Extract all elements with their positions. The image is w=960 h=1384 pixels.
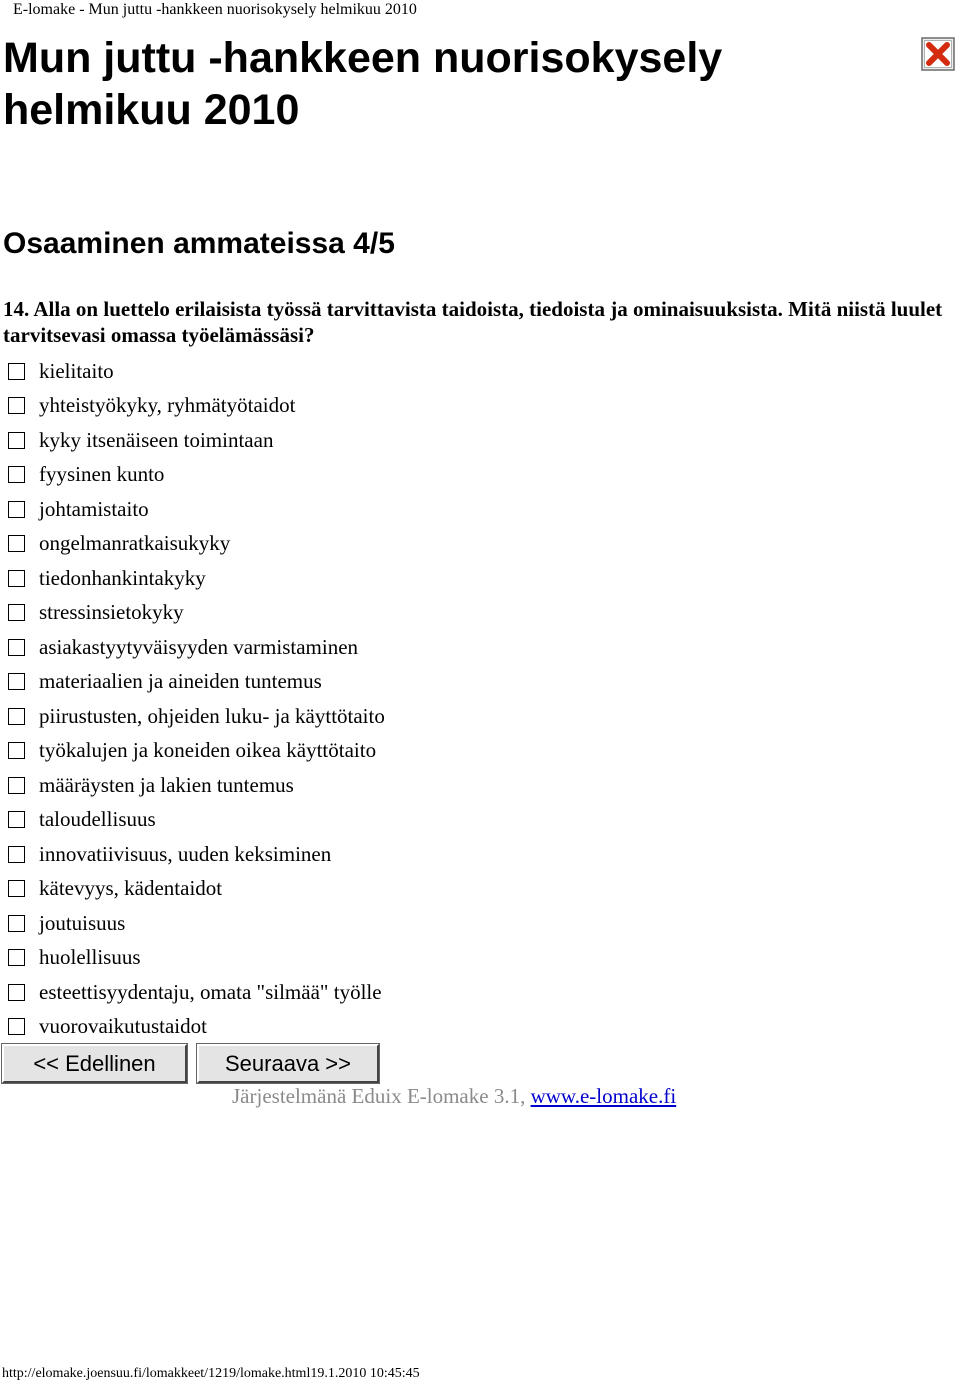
option-checkbox[interactable]	[8, 535, 25, 552]
option-item[interactable]	[8, 527, 230, 561]
section-title: Osaaminen ammateissa 4/5	[3, 227, 395, 260]
page-header-title: E-lomake - Mun juttu -hankkeen nuorisokysely helmikuu 2010	[13, 1, 417, 18]
option-item[interactable]	[8, 630, 358, 664]
option-checkbox[interactable]	[8, 846, 25, 863]
option-label: johtamistaito	[39, 496, 149, 521]
option-checkbox[interactable]	[8, 432, 25, 449]
option-label: tiedonhankintakyky	[39, 565, 206, 590]
option-item[interactable]	[8, 458, 164, 492]
close-icon[interactable]	[921, 37, 955, 71]
option-label: yhteistyökyky, ryhmätyötaidot	[39, 393, 296, 417]
option-checkbox[interactable]	[8, 363, 25, 380]
option-label: esteettisyydentaju, omata "silmää" työlle	[39, 979, 382, 1004]
option-label: innovatiivisuus, uuden keksiminen	[39, 841, 332, 866]
page-url: http://elomake.joensuu.fi/lomakkeet/1219/lomake.html19.1.2010 10:45:45	[2, 1366, 420, 1381]
option-item[interactable]	[8, 1010, 207, 1044]
option-item[interactable]	[8, 941, 141, 975]
option-label: työkalujen ja koneiden oikea käyttötaito	[39, 738, 377, 762]
option-item[interactable]	[8, 561, 206, 595]
option-item[interactable]	[8, 354, 114, 388]
option-label: vuorovaikutustaidot	[39, 1014, 207, 1038]
option-item[interactable]	[8, 975, 382, 1009]
option-label: kätevyys, kädentaidot	[39, 876, 223, 900]
option-item[interactable]	[8, 492, 149, 526]
option-label: fyysinen kunto	[39, 462, 165, 486]
option-label: piirustusten, ohjeiden luku- ja käyttötaito	[39, 703, 385, 728]
form-title: Mun juttu -hankkeen nuorisokysely helmikuu 2010	[3, 34, 723, 134]
option-checkbox[interactable]	[8, 742, 25, 759]
question-text: 14. Alla on luettelo erilaisista työssä tarvittavista taidoista, tiedoista ja ominaisuuksista. Mitä niistä luulet tarvitsevasi omassa työelämässäsi?	[3, 297, 943, 347]
option-label: asiakastyytyväisyyden varmistaminen	[39, 634, 359, 659]
previous-button[interactable]: << Edellinen	[2, 1044, 187, 1083]
option-checkbox[interactable]	[8, 604, 25, 621]
option-item[interactable]	[8, 906, 125, 940]
option-item[interactable]	[8, 596, 184, 630]
option-item[interactable]	[8, 699, 385, 733]
option-label: materiaalien ja aineiden tuntemus	[39, 669, 322, 693]
option-checkbox[interactable]	[8, 1018, 25, 1035]
option-label: huolellisuus	[39, 945, 141, 969]
option-checkbox[interactable]	[8, 708, 25, 725]
option-label: määräysten ja lakien tuntemus	[39, 772, 294, 797]
option-checkbox[interactable]	[8, 466, 25, 483]
option-checkbox[interactable]	[8, 501, 25, 518]
option-checkbox[interactable]	[8, 777, 25, 794]
option-label: kielitaito	[39, 358, 114, 383]
option-label: stressinsietokyky	[39, 600, 184, 624]
option-checkbox[interactable]	[8, 880, 25, 897]
option-label: joutuisuus	[39, 910, 126, 935]
option-checkbox[interactable]	[8, 639, 25, 656]
option-item[interactable]	[8, 665, 322, 699]
option-item[interactable]	[8, 389, 295, 423]
option-label: kyky itsenäiseen toimintaan	[39, 427, 274, 452]
option-label: taloudellisuus	[39, 807, 156, 831]
option-item[interactable]	[8, 803, 156, 837]
option-item[interactable]	[8, 872, 222, 906]
option-item[interactable]	[8, 734, 376, 768]
footer-credit	[232, 1084, 676, 1109]
option-checkbox[interactable]	[8, 811, 25, 828]
option-item[interactable]	[8, 837, 331, 871]
next-button[interactable]: Seuraava >>	[197, 1044, 379, 1083]
option-item[interactable]	[8, 423, 273, 457]
option-item[interactable]	[8, 768, 294, 802]
option-checkbox[interactable]	[8, 915, 25, 932]
footer-link[interactable]: www.e-lomake.fi	[530, 1084, 677, 1108]
footer-text: Järjestelmänä Eduix E-lomake 3.1,	[232, 1084, 531, 1108]
option-checkbox[interactable]	[8, 570, 25, 587]
option-checkbox[interactable]	[8, 949, 25, 966]
option-checkbox[interactable]	[8, 397, 25, 414]
option-checkbox[interactable]	[8, 984, 25, 1001]
option-label: ongelmanratkaisukyky	[39, 531, 231, 555]
option-checkbox[interactable]	[8, 673, 25, 690]
